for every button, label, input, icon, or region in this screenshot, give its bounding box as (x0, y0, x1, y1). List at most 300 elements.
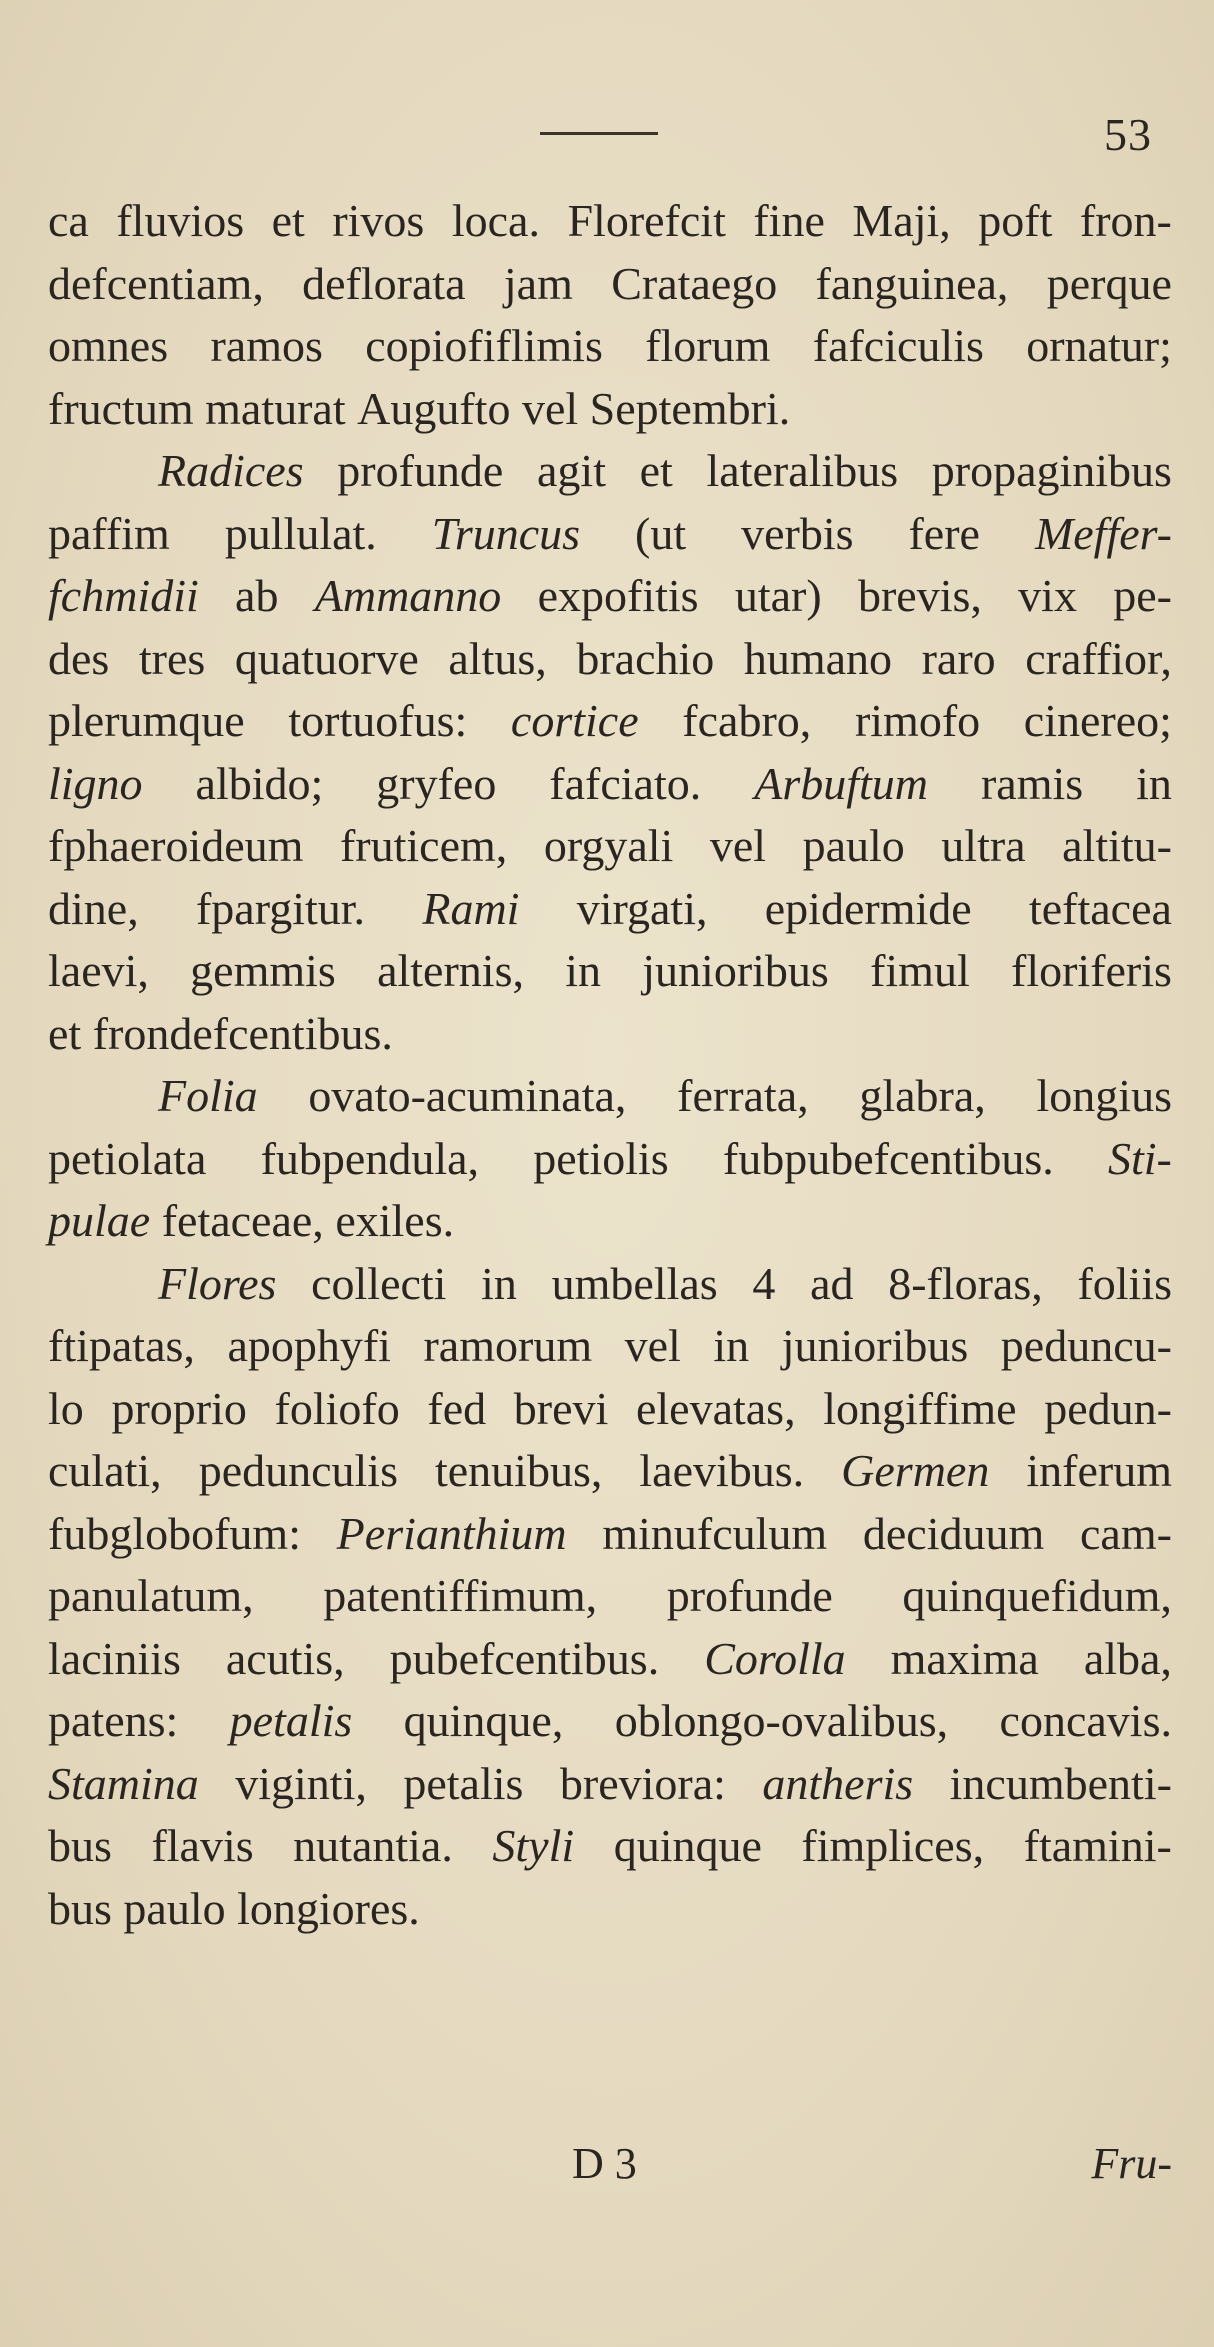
word: des (48, 632, 110, 684)
word: rimofo (854, 695, 981, 746)
word: frondefcentibus. (92, 1007, 393, 1059)
word (361, 1628, 373, 1691)
word: foliis (1077, 1257, 1172, 1309)
text-line (48, 628, 1172, 691)
word: 8-floras, (888, 1257, 1043, 1309)
page-number: 53 (1104, 109, 1152, 160)
word (510, 378, 522, 441)
text-line (48, 1190, 1172, 1253)
word (786, 315, 798, 378)
italic-word: Meffer- (1034, 507, 1172, 559)
italic-word: pulae (48, 1195, 151, 1246)
word (586, 253, 598, 316)
word (926, 1753, 938, 1816)
word: peduncu- (1000, 1320, 1172, 1371)
word: Septembri. (589, 382, 791, 434)
word (529, 1253, 541, 1316)
word: fetaceae, (161, 1195, 324, 1246)
word (734, 190, 746, 253)
word (691, 1315, 703, 1378)
word (804, 1378, 816, 1441)
text-line (48, 1378, 1172, 1441)
word (198, 1628, 210, 1691)
word: nutantia. (293, 1820, 453, 1871)
word (163, 753, 175, 816)
word: fructum (48, 382, 194, 434)
word: plerumque (48, 695, 245, 746)
word (291, 565, 303, 628)
word: teftacea (1028, 882, 1172, 934)
word: umbellas (551, 1257, 718, 1309)
word (676, 1628, 688, 1691)
word: lo (48, 1382, 84, 1434)
word: brevi (513, 1382, 609, 1434)
word (118, 628, 130, 691)
word (862, 1565, 874, 1628)
word: cinereo; (1023, 695, 1172, 746)
italic-word: Radices (158, 445, 304, 496)
word: elevatas, (635, 1382, 796, 1434)
word: brachio (576, 632, 715, 684)
word: ramis (980, 757, 1084, 809)
word (411, 1440, 423, 1503)
word: altitu- (1062, 820, 1172, 871)
italic-word: Germen (841, 1445, 990, 1496)
word: dine, (48, 882, 139, 934)
word: vix (1018, 570, 1077, 621)
word (998, 1815, 1010, 1878)
italic-word: Sti- (1108, 1132, 1172, 1184)
word (995, 878, 1007, 941)
italic-word: fchmidii (48, 570, 199, 621)
word (1060, 190, 1072, 253)
word: (ut (635, 507, 687, 559)
word: inferum (1026, 1445, 1172, 1496)
signature-mark: D 3 (572, 2139, 637, 2188)
word: pedun- (1044, 1382, 1172, 1434)
word (255, 1378, 267, 1441)
word (1022, 253, 1034, 316)
word: jam (503, 257, 573, 309)
word: Augufto (357, 382, 511, 434)
word: fere (908, 507, 980, 559)
word (979, 1315, 991, 1378)
word (999, 315, 1011, 378)
word: ferrata, (677, 1070, 809, 1121)
italic-word: Truncus (431, 507, 581, 559)
word (1002, 1440, 1014, 1503)
word (602, 503, 614, 566)
word: maxima (890, 1632, 1039, 1684)
word (344, 753, 356, 816)
word: fruticem, (339, 820, 508, 871)
word: maturat (205, 382, 346, 434)
text-line (48, 1815, 1172, 1878)
word (1005, 628, 1017, 691)
text-line (48, 1503, 1172, 1566)
word: laevibus. (639, 1445, 805, 1496)
word: expofitis (537, 570, 699, 621)
word: fpargitur. (195, 882, 366, 934)
word: junioribus (781, 1320, 969, 1371)
word: Crataego (611, 257, 778, 309)
word: gryfeo (376, 757, 497, 809)
word: fubpubefcentibus. (722, 1132, 1054, 1184)
italic-word: Folia (158, 1070, 258, 1121)
word (949, 753, 961, 816)
word: altus, (448, 632, 547, 684)
word (164, 940, 176, 1003)
word: ftamini- (1023, 1820, 1172, 1871)
word (616, 1378, 628, 1441)
word: quatuorve (234, 632, 419, 684)
word (994, 565, 1006, 628)
word: defcentiam, (48, 257, 264, 309)
italic-word: Corolla (704, 1632, 846, 1684)
word: longius (1036, 1070, 1172, 1121)
text-line (48, 565, 1172, 628)
word: propaginibus (931, 445, 1172, 496)
word: fubglobofum: (48, 1507, 301, 1559)
word (834, 565, 846, 628)
word (583, 1690, 595, 1753)
word (277, 253, 289, 316)
italic-word: Perianthium (336, 1507, 567, 1559)
word: fafciato. (549, 757, 702, 809)
word (839, 1503, 851, 1566)
italic-word: Flores (158, 1257, 277, 1309)
word (708, 503, 720, 566)
word: exiles. (335, 1195, 455, 1246)
word (996, 690, 1008, 753)
word: loca. (451, 195, 540, 246)
word: virgati, (576, 882, 708, 934)
word: florum (645, 320, 771, 371)
word (81, 1003, 93, 1066)
word: ftipatas, (48, 1320, 195, 1371)
text-line (48, 1315, 1172, 1378)
word: paulo (802, 820, 905, 871)
text-line (48, 753, 1172, 816)
word (791, 253, 803, 316)
text-line (48, 940, 1172, 1003)
word: epidermide (764, 882, 972, 934)
word: fanguinea, (815, 257, 1009, 309)
word: fed (427, 1382, 487, 1434)
word (787, 1253, 799, 1316)
word: incumbenti- (949, 1757, 1172, 1809)
word (338, 315, 350, 378)
word: pubefcentibus. (389, 1632, 660, 1684)
italic-word: Ammanno (314, 570, 502, 621)
word (626, 1565, 638, 1628)
italic-word: ligno (48, 757, 143, 809)
word (1025, 1378, 1037, 1441)
word (162, 878, 174, 941)
header-rule (540, 132, 658, 135)
word (211, 1753, 223, 1816)
word (760, 1315, 772, 1378)
word (579, 1503, 591, 1566)
word: Maji, (852, 195, 951, 246)
word: deflorata (302, 257, 466, 309)
word (655, 690, 667, 753)
word (313, 190, 325, 253)
word: paulo (123, 1882, 226, 1934)
word: agit (537, 445, 606, 496)
word: ornatur; (1026, 320, 1172, 371)
word: laciniis (48, 1632, 181, 1684)
word: vel (709, 820, 767, 871)
word (346, 378, 358, 441)
word (112, 1878, 124, 1941)
italic-word: Stamina (48, 1757, 199, 1809)
word: petiolis (533, 1132, 669, 1184)
word (316, 815, 328, 878)
word (901, 628, 913, 691)
word (372, 1690, 384, 1753)
text-body (48, 190, 1172, 1940)
word: et (48, 1007, 82, 1059)
word: perque (1046, 257, 1172, 309)
word (268, 1815, 280, 1878)
word: pedunculis (198, 1445, 398, 1496)
word (556, 628, 568, 691)
word: fphaeroideum (48, 820, 304, 871)
word: quinque (613, 1820, 762, 1871)
word: fimplices, (801, 1820, 985, 1871)
word: raro (921, 632, 996, 684)
word: pullulat. (224, 507, 377, 559)
word (483, 690, 495, 753)
word: collecti (311, 1257, 447, 1309)
word: alternis, (377, 945, 524, 996)
word: alba, (1083, 1632, 1172, 1684)
word (252, 190, 264, 253)
word (817, 1440, 829, 1503)
word: junioribus (642, 945, 829, 996)
word: tres (138, 632, 206, 684)
word: craffior, (1025, 632, 1172, 684)
word: ultra (941, 820, 1026, 871)
word (283, 1565, 295, 1628)
text-line (48, 190, 1172, 253)
text-line (48, 1878, 1172, 1941)
word (192, 503, 204, 566)
word (616, 940, 628, 1003)
word: humano (743, 632, 893, 684)
word (500, 1128, 512, 1191)
word: in (1136, 757, 1172, 809)
word: fine (753, 195, 825, 246)
word (194, 378, 206, 441)
word: floriferis (1011, 945, 1172, 996)
word (226, 1878, 238, 1941)
word (97, 190, 109, 253)
word (686, 815, 698, 878)
word: bus (48, 1820, 112, 1871)
text-line (48, 1253, 1172, 1316)
text-line (48, 253, 1172, 316)
word: minufculum (602, 1507, 828, 1559)
text-line (48, 1440, 1172, 1503)
word (184, 315, 196, 378)
text-line (48, 440, 1172, 503)
word: orgyali (543, 820, 674, 871)
italic-word: Arbuftum (754, 757, 928, 809)
text-line (48, 690, 1172, 753)
word (646, 1065, 658, 1128)
word (909, 440, 921, 503)
word: in (481, 1257, 517, 1309)
word: poft (978, 195, 1053, 246)
word: fron- (1079, 195, 1172, 246)
text-line (48, 503, 1172, 566)
word (738, 1753, 750, 1816)
word (174, 1440, 186, 1503)
word: vel (521, 382, 579, 434)
text-line (48, 378, 1172, 441)
word (198, 1690, 210, 1753)
word (211, 565, 223, 628)
text-line (48, 1003, 1172, 1066)
word (828, 1065, 840, 1128)
word (1104, 753, 1116, 816)
text-line (48, 878, 1172, 941)
word: flavis (151, 1820, 254, 1871)
italic-word: cortice (510, 695, 639, 746)
word (408, 1378, 420, 1441)
word (399, 503, 411, 566)
word: tortuofus: (288, 695, 468, 746)
italic-word: petalis (229, 1695, 353, 1746)
text-line (48, 1565, 1172, 1628)
text-line (48, 1753, 1172, 1816)
word (729, 1253, 741, 1316)
word: rivos (332, 195, 425, 246)
word: profunde (337, 445, 504, 496)
word: et (271, 195, 305, 246)
word: in (713, 1320, 750, 1371)
word: ramorum (423, 1320, 593, 1371)
word: et (639, 445, 673, 496)
word (494, 1378, 506, 1441)
word (92, 1378, 104, 1441)
word (150, 1190, 162, 1253)
word (588, 1815, 600, 1878)
page-footer (48, 2138, 1172, 2208)
word (514, 440, 526, 503)
word: patentiffimum, (323, 1570, 598, 1621)
word (379, 1753, 391, 1816)
word: copiofiflimis (365, 320, 603, 371)
word: lateralibus (706, 445, 899, 496)
word (479, 253, 491, 316)
word: fafciculis (812, 320, 984, 371)
word: ovato-acuminata, (308, 1070, 627, 1121)
word: fluvios (116, 195, 245, 246)
word: ad (810, 1257, 854, 1309)
word (458, 1253, 470, 1316)
word (432, 190, 444, 253)
word (1089, 565, 1101, 628)
word: profunde (666, 1570, 833, 1621)
word (844, 940, 856, 1003)
word (517, 753, 529, 816)
word (1054, 1253, 1066, 1316)
word: bus (48, 1882, 112, 1934)
text-line (48, 315, 1172, 378)
word (401, 1315, 413, 1378)
word: in (565, 945, 602, 996)
word (1002, 503, 1014, 566)
word: ab (235, 570, 279, 621)
word (968, 1690, 980, 1753)
word (690, 1128, 702, 1191)
word (351, 940, 363, 1003)
word (865, 1253, 877, 1316)
word (827, 690, 839, 753)
word (467, 1815, 479, 1878)
word: apophyfi (227, 1320, 391, 1371)
text-line (48, 1065, 1172, 1128)
word (388, 878, 400, 941)
word (261, 690, 273, 753)
word: verbis (741, 507, 854, 559)
word: albido; (195, 757, 324, 809)
word: tenuibus, (434, 1445, 603, 1496)
word: longiffime (823, 1382, 1017, 1434)
italic-word: antheris (762, 1757, 914, 1809)
word (959, 190, 971, 253)
word: quinque, (403, 1695, 564, 1746)
word (578, 378, 590, 441)
word (288, 1253, 300, 1316)
word: vel (624, 1320, 681, 1371)
word (776, 1815, 788, 1878)
word (542, 878, 554, 941)
word (862, 1628, 874, 1691)
word (214, 628, 226, 691)
word: omnes (48, 320, 169, 371)
word (603, 1315, 615, 1378)
word: patens: (48, 1695, 179, 1746)
text-line (48, 815, 1172, 878)
word (520, 815, 532, 878)
word (539, 940, 551, 1003)
word: 4 (752, 1257, 776, 1309)
word: viginti, (235, 1757, 367, 1809)
word: paffim (48, 507, 170, 559)
word (1056, 1503, 1068, 1566)
word: quinquefidum, (902, 1570, 1172, 1621)
word (722, 753, 734, 816)
word (428, 628, 440, 691)
word (205, 1315, 217, 1378)
word (875, 503, 887, 566)
word: glabra, (859, 1070, 986, 1121)
word: brevis, (857, 570, 982, 621)
italic-word: Rami (422, 882, 520, 934)
word: breviora: (559, 1757, 726, 1809)
word (536, 1753, 548, 1816)
word: ramos (210, 320, 323, 371)
word: foliofo (274, 1382, 400, 1434)
word (917, 815, 929, 878)
word: panulatum, (48, 1570, 254, 1621)
word (711, 565, 723, 628)
word (514, 565, 526, 628)
